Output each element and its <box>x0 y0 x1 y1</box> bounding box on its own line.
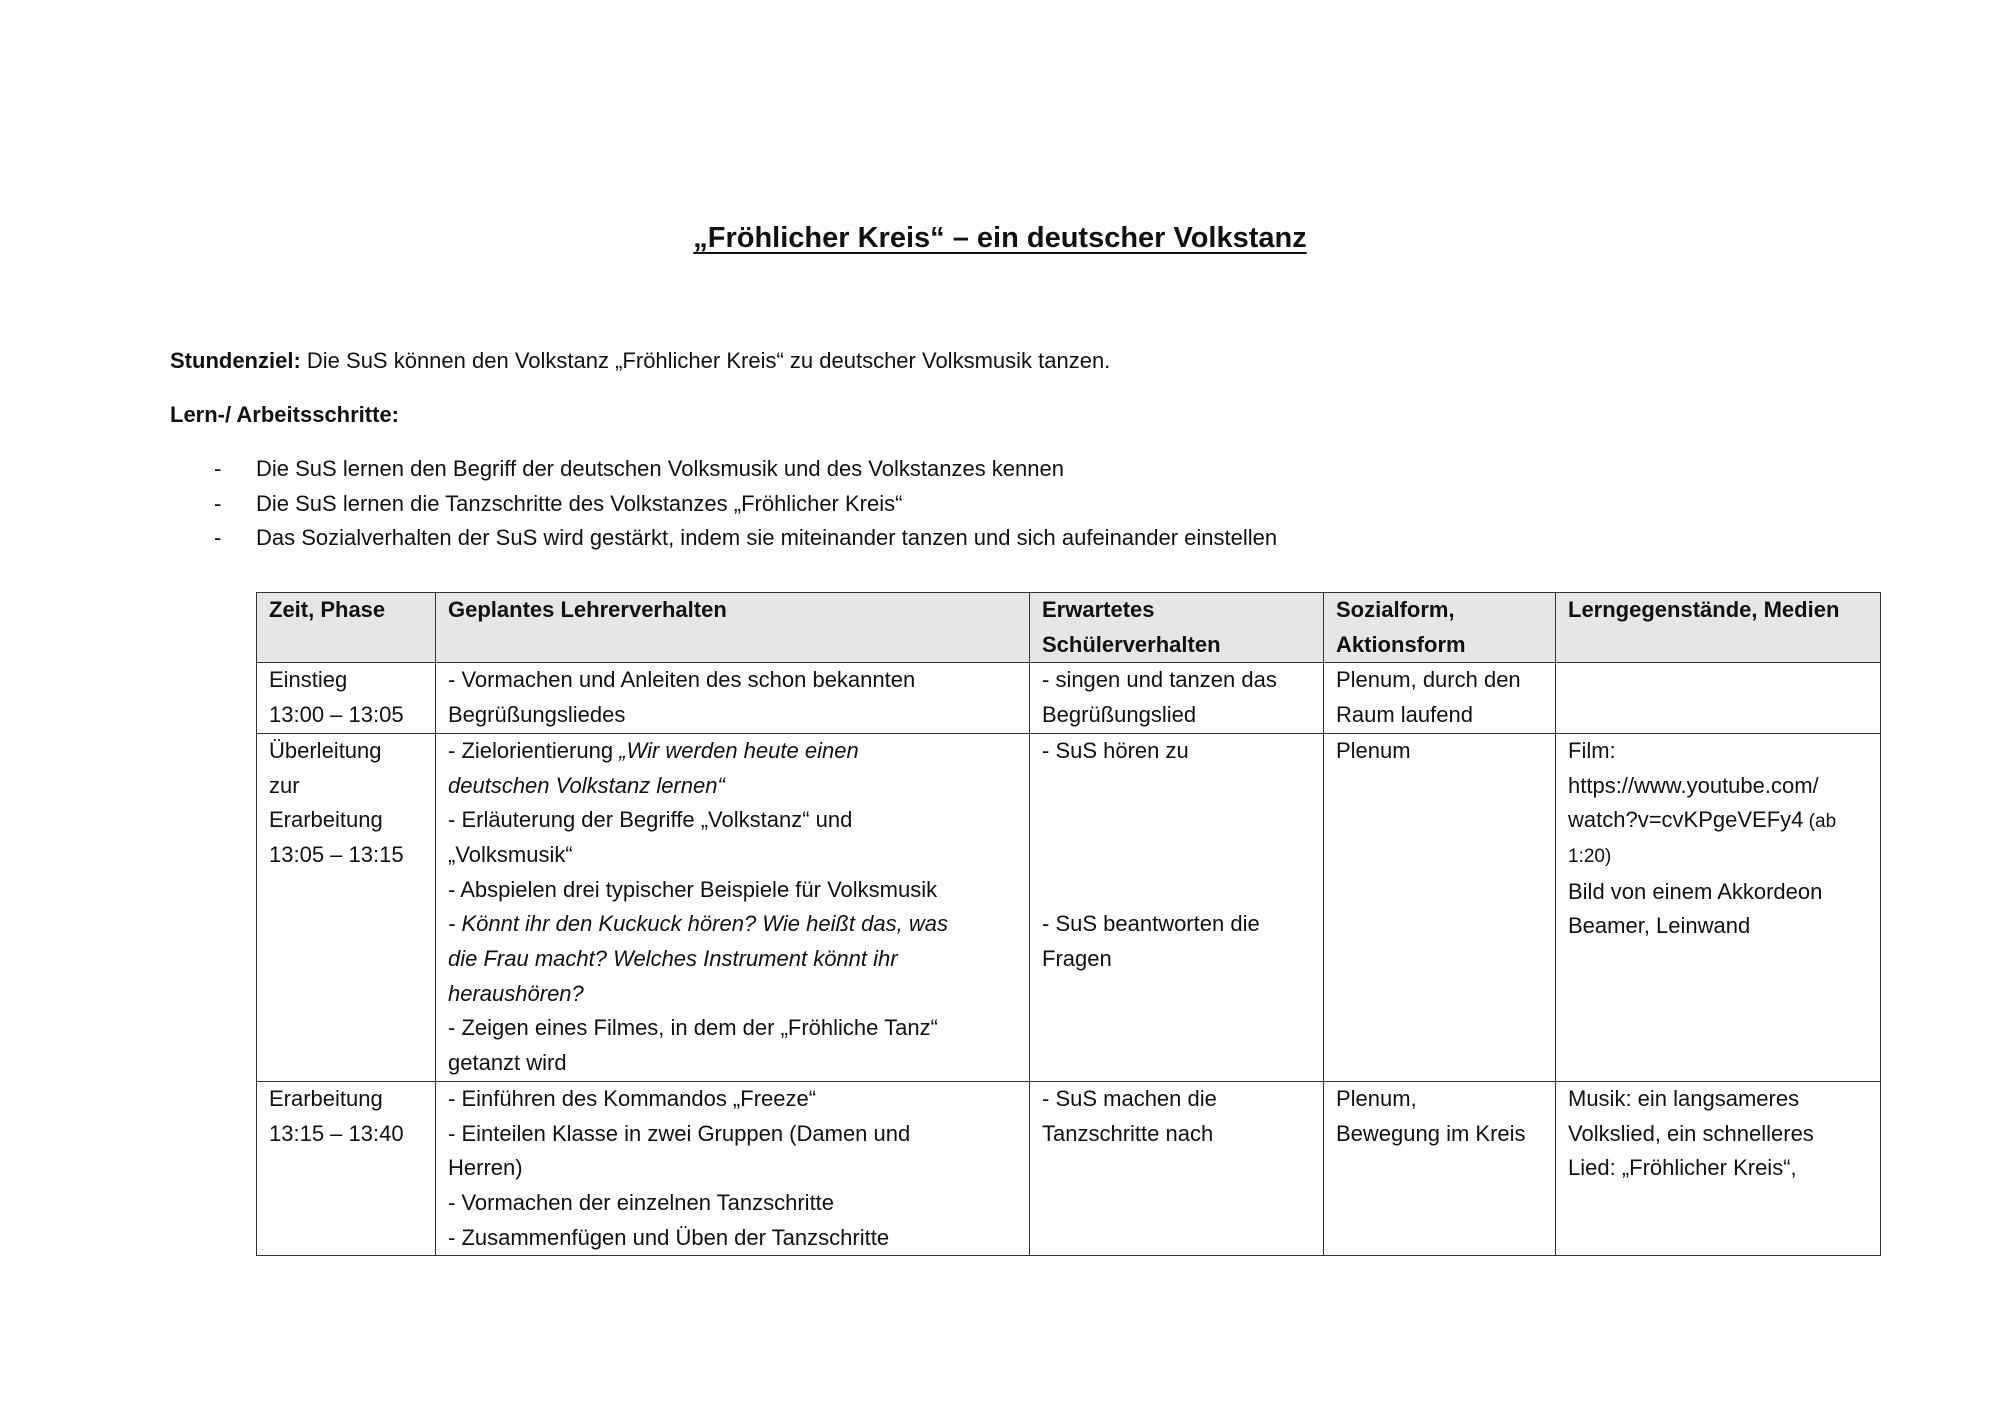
lesson-goal <box>170 348 1110 374</box>
header-media: Lerngegenstände, Medien <box>1556 593 1881 663</box>
cell-teacher: - Vormachen und Anleiten des schon bekannten Begrüßungsliedes <box>436 663 1030 733</box>
list-item-text: Das Sozialverhalten der SuS wird gestärkt, indem sie miteinander tanzen und sich aufeinander einstellen <box>256 525 1278 551</box>
list-item <box>170 487 1277 522</box>
header-student: Erwartetes Schülerverhalten <box>1030 593 1324 663</box>
cell-student: - SuS machen die Tanzschritte nach <box>1030 1081 1324 1256</box>
cell-phase: Überleitung zur Erarbeitung 13:05 – 13:15 <box>257 733 436 1081</box>
cell-media <box>1556 663 1881 733</box>
table-header-row <box>257 593 1881 663</box>
cell-media: Musik: ein langsameres Volkslied, ein schnelleres Lied: „Fröhlicher Kreis“, <box>1556 1081 1881 1256</box>
cell-phase: Erarbeitung 13:15 – 13:40 <box>257 1081 436 1256</box>
header-social: Sozialform, Aktionsform <box>1324 593 1556 663</box>
list-item-text: Die SuS lernen die Tanzschritte des Volkstanzes „Fröhlicher Kreis“ <box>256 490 903 516</box>
header-phase: Zeit, Phase <box>257 593 436 663</box>
lesson-plan-table <box>256 592 1881 1256</box>
table-row <box>257 733 1881 1081</box>
list-item <box>170 521 1277 556</box>
cell-social: Plenum, durch den Raum laufend <box>1324 663 1556 733</box>
list-item-text: Die SuS lernen den Begriff der deutschen Volksmusik und des Volkstanzes kennen <box>256 456 1064 481</box>
cell-social: Plenum, Bewegung im Kreis <box>1324 1081 1556 1256</box>
cell-student: - singen und tanzen das Begrüßungslied <box>1030 663 1324 733</box>
steps-heading: Lern-/ Arbeitsschritte: <box>170 402 400 427</box>
table-row <box>257 663 1881 733</box>
cell-teacher: - Einführen des Kommandos „Freeze“ - Einteilen Klasse in zwei Gruppen (Damen und Herren) - Vormachen der einzelnen Tanzschritte - Zusammenfügen und Üben der Tanzschritte <box>436 1081 1030 1256</box>
steps-list <box>170 452 1277 556</box>
header-teacher: Geplantes Lehrerverhalten <box>436 593 1030 663</box>
lesson-goal-label: Stundenziel: <box>170 348 301 373</box>
lesson-goal-text: Die SuS können den Volkstanz „Fröhlicher Kreis“ zu deutscher Volksmusik tanzen. <box>300 348 1111 373</box>
bullet-dash: - <box>214 525 222 551</box>
cell-student: - SuS hören zu - SuS beantworten die Fragen <box>1030 733 1324 1081</box>
page-title: „Fröhlicher Kreis“ – ein deutscher Volkstanz <box>693 222 1307 254</box>
cell-media: Film: https://www.youtube.com/ watch?v=cvKPgeVEFy4 (ab 1:20) Bild von einem Akkordeon Beamer, Leinwand <box>1556 733 1881 1081</box>
bullet-dash: - <box>214 456 222 481</box>
cell-phase: Einstieg 13:00 – 13:05 <box>257 663 436 733</box>
bullet-dash: - <box>214 490 222 516</box>
list-item <box>170 452 1277 487</box>
table-row <box>257 1081 1881 1256</box>
cell-teacher: - Zielorientierung „Wir werden heute einen deutschen Volkstanz lernen“ - Erläuterung der Begriffe „Volkstanz“ und „Volksmusik“ - Abspielen drei typischer Beispiele für Volksmusik - Könnt ihr den Kuckuck hören? Wie heißt das, was die Frau macht? Welches Instrument könnt ihr heraushören? - Zeigen eines Filmes, in dem der „Fröhliche Tanz“ getanzt wird <box>436 733 1030 1081</box>
cell-social: Plenum <box>1324 733 1556 1081</box>
